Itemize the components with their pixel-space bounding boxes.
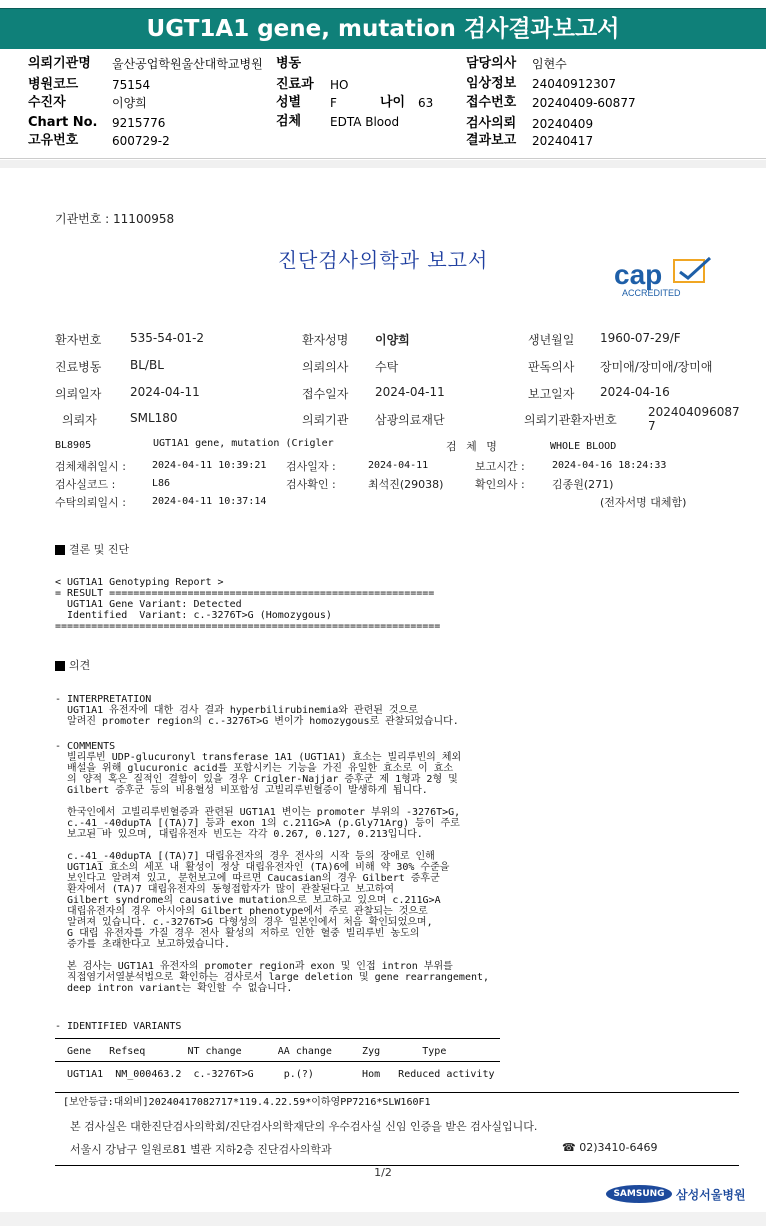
label-unique-no: 고유번호	[28, 133, 79, 148]
value-request-date: 2024-04-11	[130, 385, 200, 399]
label-receipt-no: 접수번호	[466, 95, 517, 110]
cap-logo-subtext: ACCREDITED	[622, 288, 681, 298]
value-patient: 이양희	[112, 96, 147, 110]
cap-logo-icon	[612, 256, 717, 300]
square-bullet-icon	[55, 661, 65, 671]
value-test-confirm: 최석진(29038)	[368, 478, 444, 491]
label-department: 진료과	[276, 77, 314, 92]
value-test-request: 20240409	[532, 117, 594, 131]
value-unique-no: 600729-2	[112, 134, 170, 148]
value-confirm-physician: 김종원(271)	[552, 478, 614, 491]
value-org-patient-no-cont: 7	[648, 419, 656, 433]
label-age: 나이	[380, 95, 406, 110]
value-requesting-org: 삼광의료재단	[375, 413, 445, 427]
value-age: 63	[418, 96, 434, 110]
label-chart-no: Chart No.	[28, 115, 98, 130]
comments-block: - COMMENTS 빌리루빈 UDP-glucuronyl transferase 1A1 (UGT1A1) 효소는 빌리루빈의 체외 배설을 위해 glucuronic acid를 포합시키는 기능을 가진 유일한 효소로 이 효소 의 양적 혹은 질적인 결함이 있을 경우 Crigler-Najjar 증후군 제 1형과 2형 및 Gilbert 증후군 등의 비용혈성 비포합성 고빌리루빈혈증이 발생하게 됩니다. 한국인에서 고빌리루빈혈증과 관련된 UGT1A1 변이는 promoter 부위의 -3276T>G, c.-41_-40dupTA [(TA)7] 등과 exon 1의 c.211G>A (p.Gly71Arg) 등이 주로 보고된 바 있으며, 대립유전자 빈도는 각각 0.267, 0.127, 0.213입니다. c.-41_-40dupTA [(TA)7] 대립유전자의 경우 전사의 시작 등의 장애로 인해 UGT1A1 효소의 세포 내 활성이 정상 대립유전자인 (TA)6에 비해 약 30% 수준을 보인다고 알려져 있고, 문헌보고에 따르면 Caucasian의 경우 Gilbert 증후군 환자에서 (TA)7 대립유전자의 동형접합자가 많이 관찰된다고 보고하여 Gilbert syndrome의 causative mutation으로 보고하고 있으며 c.211G>A 대립유전자의 경우 아시아의 Gilbert phenotype에서 주로 관찰되는 것으로 알려져 있습니다. c.-3276T>G 다형성의 경우 일본인에서 처음 확인되었으며, G 대립 유전자를 가질 경우 전사 활성의 저하로 인한 혈중 빌리루빈 농도의 증가를 초래한다고 보고하였습니다. 본 검사는 UGT1A1 유전자의 promoter region과 exon 및 인접 intron 부위를 직접염기서열분석법으로 확인하는 검사로서 large deletion 및 gene rearrangement, deep intron variant는 확인할 수 없습니다.	[55, 741, 490, 994]
lab-phone: ☎ 02)3410-6469	[562, 1141, 658, 1154]
label-requesting-org: 의뢰기관	[302, 413, 349, 427]
label-confirm-physician: 확인의사 :	[475, 478, 525, 491]
variants-table-row: UGT1A1 NM_000463.2 c.-3276T>G p.(?) Hom Reduced activity	[55, 1069, 495, 1080]
value-requesting-institution: 울산공업학원울산대학교병원	[112, 57, 263, 71]
label-hospital-code: 병원코드	[28, 77, 79, 92]
table-rule-top	[55, 1038, 500, 1039]
bottom-strip	[0, 1212, 766, 1226]
value-report-time: 2024-04-16 18:24:33	[552, 460, 667, 471]
separator-strip	[0, 160, 766, 168]
value-physician: 임현수	[532, 57, 567, 71]
value-specimen: EDTA Blood	[330, 115, 400, 129]
value-ward-bl: BL/BL	[130, 358, 164, 372]
identified-variants-title: - IDENTIFIED VARIANTS	[55, 1021, 182, 1032]
samsung-hospital-logo	[606, 1183, 746, 1207]
section-opinion-heading	[55, 657, 90, 673]
section-conclusion-heading	[55, 541, 129, 557]
samsung-logo-mark: SAMSUNG	[606, 1185, 672, 1203]
label-request-date: 의뢰일자	[55, 387, 102, 401]
table-rule-mid	[55, 1061, 500, 1062]
label-report-date: 보고일자	[528, 387, 575, 401]
interpretation-block: - INTERPRETATION UGT1A1 유전자에 대한 검사 결과 hyperbilirubinemia와 관련된 것으로 알려진 promoter region의 c.-3276T>G 변이가 homozygous로 관찰되었습니다.	[55, 694, 459, 727]
test-name: UGT1A1 gene, mutation (Crigler	[153, 438, 334, 449]
label-lab-code: 검사실코드 :	[55, 478, 116, 491]
value-birth-date: 1960-07-29/F	[600, 331, 681, 345]
section-conclusion-label: 결론 및 진단	[69, 543, 130, 556]
institution-number: 기관번호 : 11100958	[55, 212, 175, 226]
security-line: [보안등급:대외비]20240417082717*119.4.22.59*이하영PP7216*SLW160F1	[63, 1097, 431, 1108]
genotype-report-block: < UGT1A1 Genotyping Report > = RESULT ====================================================== UGT1A1 Gene Variant: Detected Identified Variant: c.-3276T>G (Homozygous) ================================================================	[55, 577, 441, 632]
value-requester: SML180	[130, 411, 178, 425]
square-bullet-icon	[55, 545, 65, 555]
cap-accredited-logo	[612, 256, 717, 300]
value-collection-time: 2024-04-11 10:39:21	[152, 460, 267, 471]
label-org-patient-no: 의뢰기관환자번호	[524, 413, 617, 427]
value-department: HO	[330, 78, 349, 92]
value-referral-time: 2024-04-11 10:37:14	[152, 496, 267, 507]
value-result-report: 20240417	[532, 134, 594, 148]
label-ward: 병동	[276, 56, 302, 71]
hospital-name: 삼성서울병원	[676, 1188, 746, 1202]
label-patient-no: 환자번호	[55, 333, 102, 347]
label-test-request: 검사의뢰	[466, 116, 517, 131]
lab-address: 서울시 강남구 일원로81 별관 지하2층 진단검사의학과	[70, 1143, 332, 1156]
value-reading-physician: 장미애/장미애/장미애	[600, 360, 713, 374]
variants-table-header: Gene Refseq NT change AA change Zyg Type	[55, 1046, 447, 1057]
cap-logo-text: cap	[614, 259, 663, 290]
page-number: 1/2	[374, 1166, 392, 1179]
label-receipt-date: 접수일자	[302, 387, 349, 401]
label-clinical-info: 임상정보	[466, 76, 517, 91]
label-ordering-physician: 의뢰의사	[302, 360, 349, 374]
test-code: BL8905	[55, 440, 92, 451]
value-receipt-no: 20240409-60877	[532, 96, 636, 110]
label-requester: 의뢰자	[62, 413, 97, 427]
label-patient: 수진자	[28, 95, 66, 110]
label-specimen: 검체	[276, 114, 302, 129]
value-ordering-physician: 수탁	[375, 360, 399, 374]
label-specimen-name: 검 체 명	[446, 440, 500, 453]
esign-note: (전자서명 대체함)	[600, 496, 687, 509]
label-report-time: 보고시간 :	[475, 460, 525, 473]
report-title: UGT1A1 gene, mutation 검사결과보고서	[146, 16, 620, 42]
section-opinion-label: 의견	[69, 659, 91, 672]
lab-report-title: 진단검사의학과 보고서	[277, 248, 489, 272]
label-reading-physician: 판독의사	[528, 360, 575, 374]
value-sex: F	[330, 96, 337, 110]
value-hospital-code: 75154	[112, 78, 151, 92]
label-result-report: 결과보고	[466, 133, 517, 148]
value-chart-no: 9215776	[112, 116, 166, 130]
value-receipt-date: 2024-04-11	[375, 385, 445, 399]
value-patient-no: 535-54-01-2	[130, 331, 205, 345]
label-patient-name: 환자성명	[302, 333, 349, 347]
label-ward-bl: 진료병동	[55, 360, 102, 374]
value-org-patient-no: 202404096087	[648, 405, 740, 419]
label-test-confirm: 검사확인 :	[286, 478, 336, 491]
value-report-date: 2024-04-16	[600, 385, 670, 399]
label-collection-time: 검체채취일시 :	[55, 460, 126, 473]
label-birth-date: 생년월일	[528, 333, 575, 347]
label-requesting-institution: 의뢰기관명	[28, 56, 91, 71]
label-referral-time: 수탁의뢰일시 :	[55, 496, 126, 509]
certification-note: 본 검사실은 대한진단검사의학회/진단검사의학재단의 우수검사실 신임 인증을 받은 검사실입니다.	[70, 1120, 538, 1133]
report-title-bar	[0, 8, 766, 49]
value-patient-name: 이양희	[375, 333, 410, 347]
value-clinical-info: 24040912307	[532, 77, 616, 91]
value-lab-code: L86	[152, 478, 171, 489]
label-physician: 담당의사	[466, 56, 517, 71]
label-sex: 성별	[276, 95, 302, 110]
value-specimen-name: WHOLE BLOOD	[550, 441, 617, 452]
label-test-date: 검사일자 :	[286, 460, 336, 473]
value-test-date: 2024-04-11	[368, 460, 429, 471]
